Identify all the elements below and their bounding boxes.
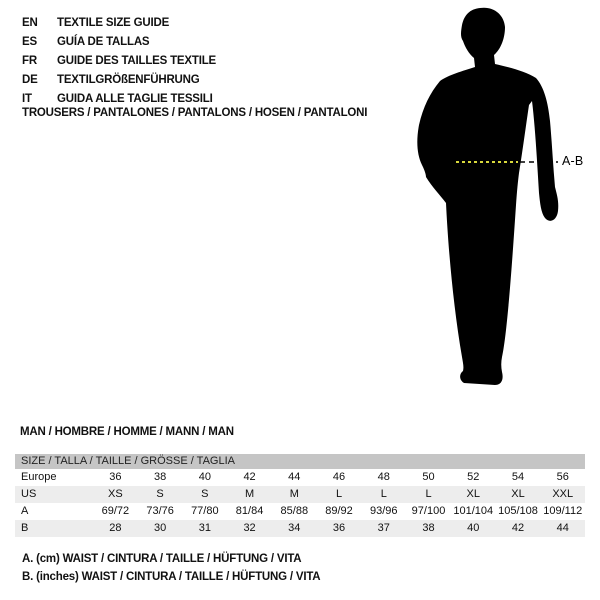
table-cell: 42	[511, 522, 525, 534]
table-cell: 40	[467, 522, 480, 534]
table-cell: L	[425, 488, 432, 500]
language-row	[22, 51, 216, 70]
language-list	[22, 13, 216, 108]
table-cell: 54	[511, 471, 525, 483]
table-cell: 85/88	[280, 505, 309, 517]
table-cell: 52	[467, 471, 480, 483]
table-cell: 28	[109, 522, 122, 534]
language-code: FR	[22, 54, 37, 67]
measure-label-ab: A-B	[562, 154, 584, 168]
table-row-us	[15, 486, 585, 503]
table-cell: 93/96	[370, 505, 398, 517]
table-cell: 73/76	[146, 505, 174, 517]
category-title: TROUSERS / PANTALONES / PANTALONS / HOSEN / PANTALONI	[22, 107, 368, 119]
table-cell: 97/100	[411, 505, 446, 517]
table-cell: 30	[153, 522, 167, 534]
language-label: TEXTILE SIZE GUIDE	[57, 16, 170, 29]
language-label: GUÍA DE TALLAS	[57, 35, 150, 48]
table-cell: S	[156, 488, 164, 500]
table-cell: 81/84	[235, 505, 264, 517]
table-cell: 38	[153, 471, 167, 483]
language-row	[22, 89, 216, 108]
table-cell: XL	[466, 488, 480, 500]
table-cell: 50	[422, 471, 435, 483]
language-code: EN	[22, 16, 38, 29]
man-silhouette	[398, 5, 598, 390]
table-cell: S	[201, 488, 209, 500]
language-code: DE	[22, 73, 38, 86]
table-cell: L	[380, 488, 387, 500]
table-cell: 37	[377, 522, 390, 534]
table-cell: 36	[332, 522, 346, 534]
table-cell: 77/80	[191, 505, 219, 517]
table-cell: 89/92	[325, 505, 353, 517]
table-cell: 38	[422, 522, 435, 534]
table-row-europe	[15, 469, 585, 486]
table-cell: L	[335, 488, 343, 500]
table-cell: 44	[288, 471, 301, 483]
table-cell: M	[289, 488, 299, 500]
table-cell: 48	[377, 471, 390, 483]
table-cell: 69/72	[101, 505, 130, 517]
table-cell: 46	[332, 471, 346, 483]
language-code: IT	[22, 92, 32, 105]
table-cell: 40	[198, 471, 211, 483]
table-cell: 56	[556, 471, 569, 483]
section-title-man: MAN / HOMBRE / HOMME / MANN / MAN	[20, 426, 234, 438]
size-table	[15, 454, 585, 537]
table-cell: 101/104	[453, 505, 494, 517]
man-silhouette-figure	[398, 5, 598, 390]
row-label: B	[21, 522, 29, 534]
row-label: Europe	[21, 471, 57, 483]
table-cell: XS	[108, 488, 123, 500]
table-cell: 109/112	[543, 505, 583, 517]
language-row	[22, 13, 216, 32]
note-b-inches: B. (inches) WAIST / CINTURA / TAILLE / HÜFTUNG / VITA	[22, 571, 321, 583]
size-table-header: SIZE / TALLA / TAILLE / GRÖSSE / TAGLIA	[15, 454, 585, 469]
table-cell: M	[244, 488, 255, 500]
table-cell: 36	[109, 471, 122, 483]
table-cell: 34	[288, 522, 301, 534]
language-code: ES	[22, 35, 37, 48]
table-cell: 44	[556, 522, 569, 534]
language-label: GUIDA ALLE TAGLIE TESSILI	[57, 92, 213, 105]
measurement-notes	[22, 550, 320, 586]
note-a-cm: A. (cm) WAIST / CINTURA / TAILLE / HÜFTUNG / VITA	[22, 553, 302, 565]
table-cell: 32	[243, 522, 256, 534]
row-label: A	[21, 505, 29, 517]
language-label: GUIDE DES TAILLES TEXTILE	[57, 54, 216, 67]
table-cell: 105/108	[498, 505, 538, 517]
table-row-a-cm	[15, 503, 585, 520]
table-cell: 31	[198, 522, 211, 534]
language-label: TEXTILGRÖßENFÜHRUNG	[57, 73, 200, 86]
row-label: US	[21, 488, 37, 500]
language-row	[22, 32, 216, 51]
language-row	[22, 70, 216, 89]
table-cell: XL	[511, 488, 525, 500]
table-cell: XXL	[552, 488, 574, 500]
table-row-b-inches	[15, 520, 585, 537]
table-cell: 42	[243, 471, 256, 483]
